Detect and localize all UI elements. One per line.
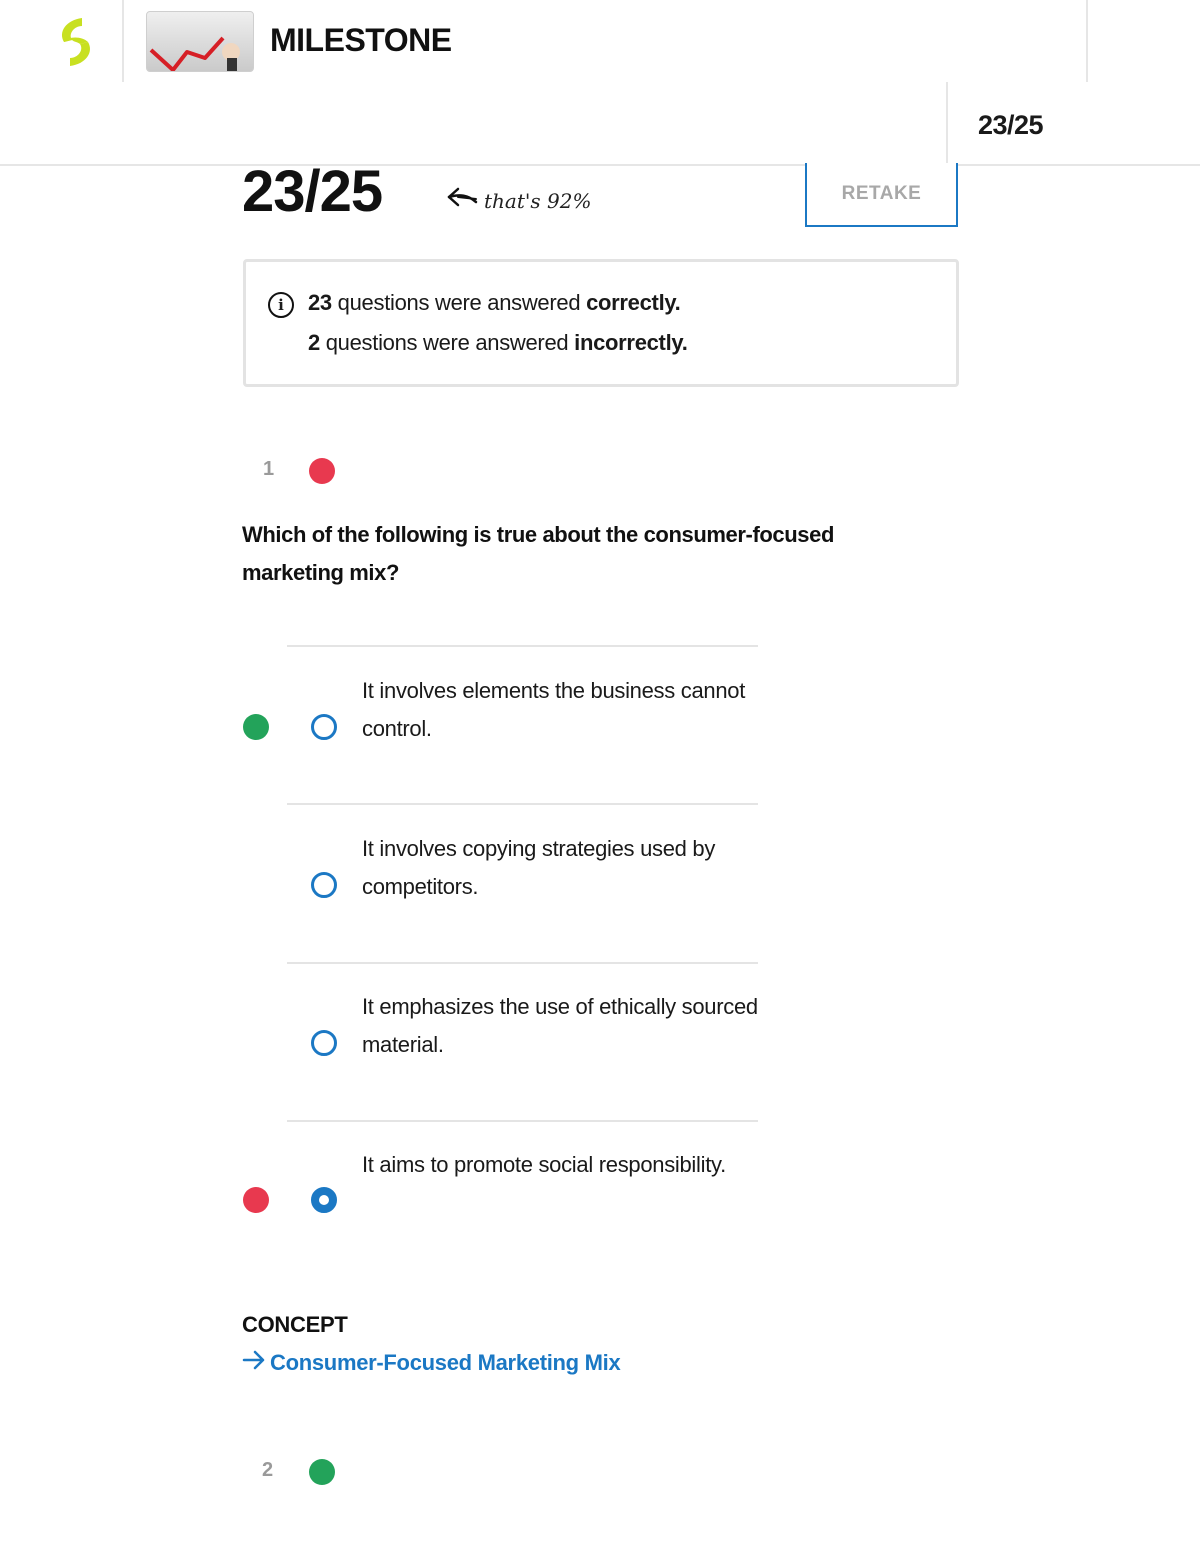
- option-text-4[interactable]: It aims to promote social responsibility.: [362, 1152, 726, 1177]
- header-divider-right: [1086, 0, 1088, 82]
- option-divider: [287, 962, 758, 964]
- correct-answer-dot: [243, 714, 269, 740]
- score-bar-score: 23/25: [978, 110, 1044, 140]
- option-divider: [287, 645, 758, 647]
- summary-incorrect-line: 2 questions were answered incorrectly.: [308, 330, 688, 355]
- info-icon: i: [268, 292, 294, 318]
- top-bar: [0, 0, 1200, 82]
- retake-button[interactable]: RETAKE: [805, 163, 958, 227]
- option-radio-3[interactable]: [311, 1030, 337, 1056]
- concept-link[interactable]: [242, 1349, 620, 1377]
- header-divider: [122, 0, 124, 82]
- percent-note: [446, 186, 591, 215]
- incorrect-answer-dot: [243, 1187, 269, 1213]
- results-summary: [243, 259, 959, 387]
- arrow-right-icon: [242, 1349, 266, 1377]
- concept-link-text[interactable]: Consumer-Focused Marketing Mix: [270, 1350, 621, 1375]
- option-radio-4[interactable]: [311, 1187, 337, 1213]
- percent-note-text: that's 92%: [484, 188, 592, 213]
- question-number: 2: [262, 1459, 274, 1481]
- page-title: MILESTONE: [270, 22, 452, 58]
- incorrect-status-dot: [309, 458, 335, 484]
- correct-status-dot: [309, 1459, 335, 1485]
- option-divider: [287, 1120, 758, 1122]
- result-score: 23/25: [242, 159, 383, 224]
- option-radio-1[interactable]: [311, 714, 337, 740]
- back-arrow-icon: [446, 186, 480, 215]
- option-text-1[interactable]: It involves elements the business cannot control.: [362, 678, 746, 741]
- question-text: Which of the following is true about the consumer-focused marketing mix?: [242, 522, 834, 585]
- milestone-thumbnail: [146, 11, 254, 72]
- option-text-3[interactable]: It emphasizes the use of ethically sourced material.: [362, 994, 758, 1057]
- summary-correct-line: 23 questions were answered correctly.: [308, 290, 681, 315]
- option-radio-2[interactable]: [311, 872, 337, 898]
- question-number: 1: [263, 458, 275, 480]
- score-bar-divider: [946, 82, 948, 166]
- logo-icon[interactable]: [52, 14, 100, 70]
- option-text-2[interactable]: It involves copying strategies used by competitors.: [362, 836, 716, 899]
- concept-label: CONCEPT: [242, 1312, 348, 1337]
- option-divider: [287, 803, 758, 805]
